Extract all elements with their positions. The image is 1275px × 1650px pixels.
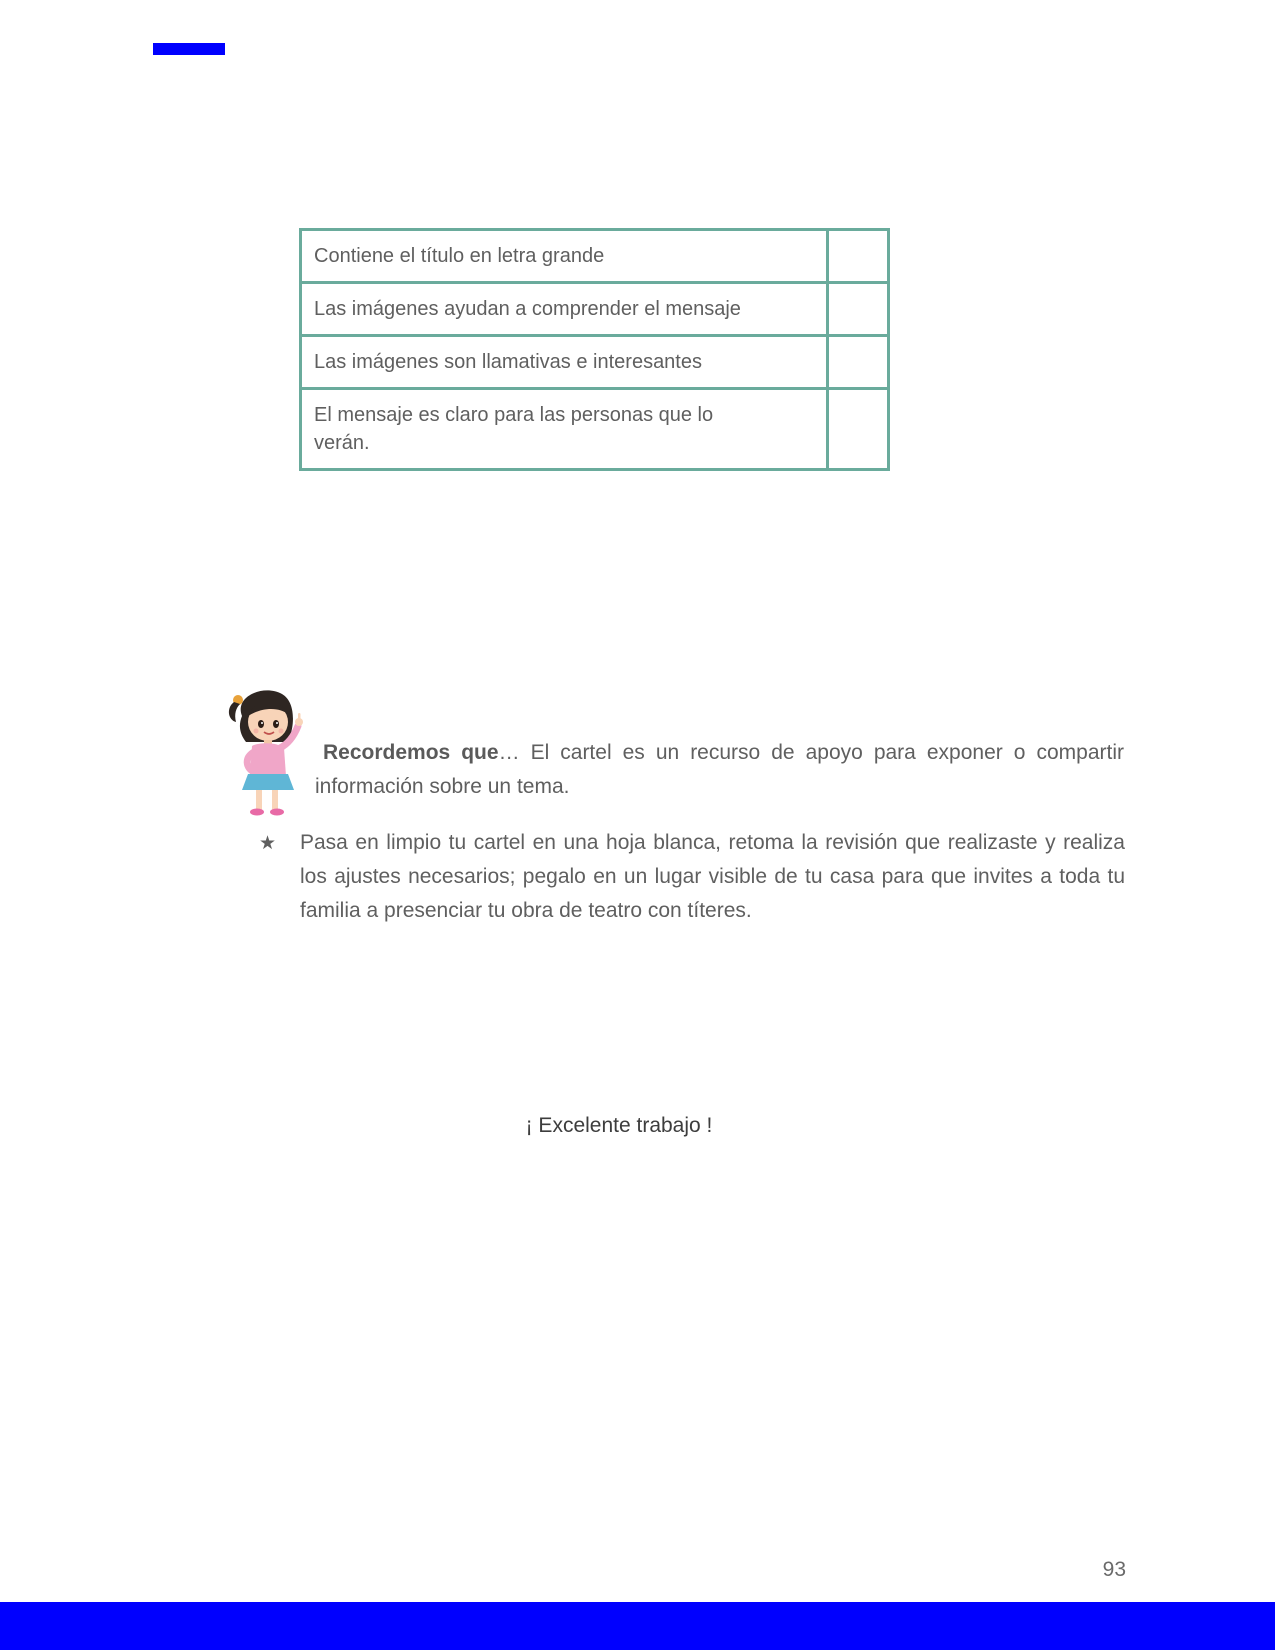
page-number: 93: [1102, 1558, 1126, 1581]
criterion-text: El mensaje es claro para las personas que lo verán.: [314, 404, 714, 454]
check-cell[interactable]: [828, 389, 889, 470]
remember-note: [315, 736, 1124, 804]
task-text: Pasa en limpio tu cartel en una hoja blanca, retoma la revisión que realizaste y realiza los ajustes necesarios; pegalo en un lugar visible de tu casa para que invites a toda tu familia a presenciar tu obra de teatro con títeres.: [300, 831, 1125, 922]
criterion-cell: [301, 389, 828, 470]
table-row: [301, 230, 889, 283]
check-cell[interactable]: [828, 336, 889, 389]
criterion-cell: [301, 230, 828, 283]
check-cell[interactable]: [828, 283, 889, 336]
poster-checklist-table: [299, 228, 890, 471]
top-accent-bar: [153, 43, 225, 55]
remember-lead: Recordemos que: [323, 741, 499, 764]
star-icon: ★: [259, 832, 277, 854]
criterion-text: Contiene el título en letra grande: [314, 245, 605, 267]
bottom-color-band: [0, 1602, 1275, 1650]
table-row: [301, 283, 889, 336]
table-row: [301, 389, 889, 470]
criterion-cell: [301, 283, 828, 336]
girl-illustration: [224, 686, 316, 818]
criterion-cell: [301, 336, 828, 389]
criterion-text: Las imágenes son llamativas e interesantes: [314, 351, 702, 373]
task-item: [259, 826, 1125, 928]
table-row: [301, 336, 889, 389]
check-cell[interactable]: [828, 230, 889, 283]
criterion-text: Las imágenes ayudan a comprender el mensaje: [314, 298, 741, 320]
closing-message: [0, 1114, 1275, 1138]
closing-text: ¡ Excelente trabajo !: [525, 1114, 713, 1137]
remember-body: … El cartel es un recurso de apoyo para exponer o compartir información sobre un tema.: [315, 741, 1124, 798]
